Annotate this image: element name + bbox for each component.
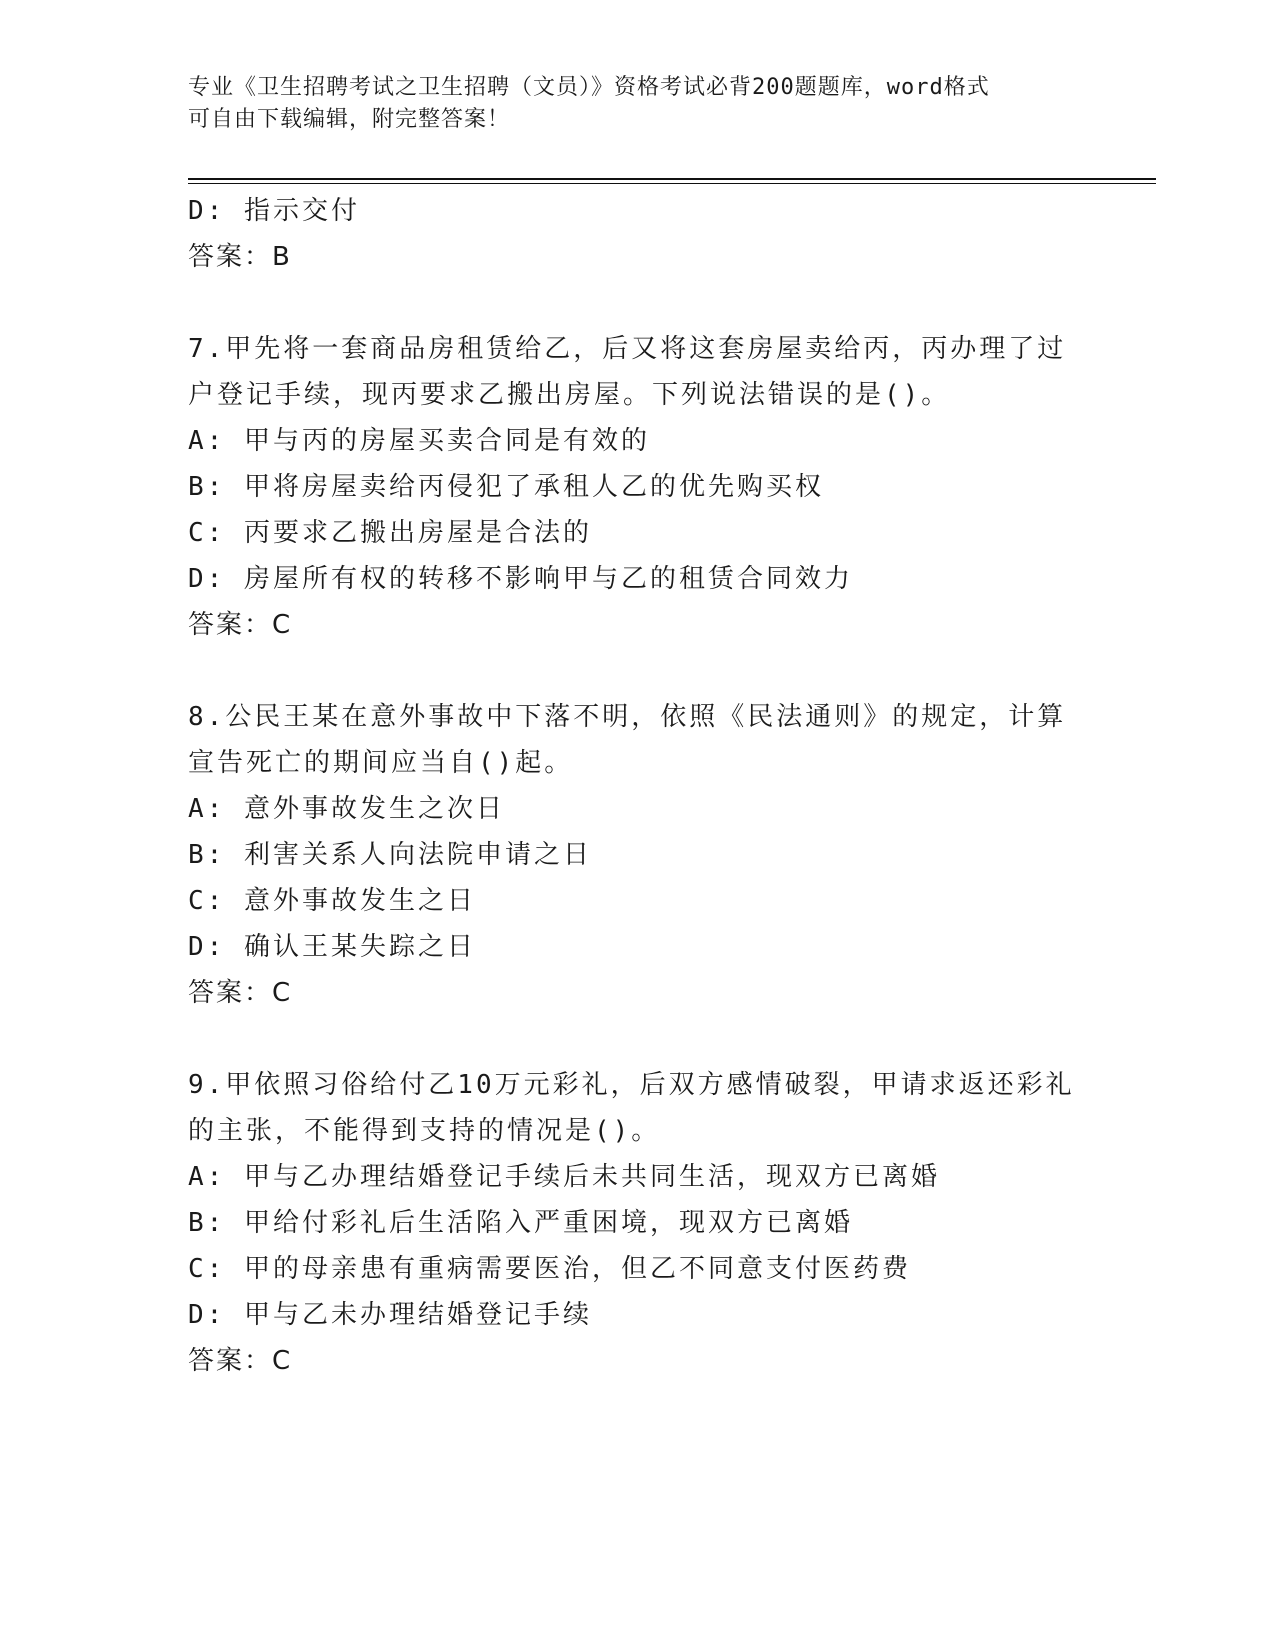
question-text-line: 户登记手续，现丙要求乙搬出房屋。下列说法错误的是()。 (188, 380, 951, 410)
question-text-line: 9.甲依照习俗给付乙10万元彩礼，后双方感情破裂，甲请求返还彩礼 (188, 1070, 1075, 1100)
question-6-tail (188, 188, 1088, 280)
question-8 (188, 694, 1088, 1016)
header-rule-thin (188, 183, 1156, 184)
option-d: D: 确认王某失踪之日 (188, 932, 476, 962)
answer-line: 答案：C (188, 610, 293, 640)
option-b: B: 甲给付彩礼后生活陷入严重困境，现双方已离婚 (188, 1208, 853, 1238)
option-d: D: 房屋所有权的转移不影响甲与乙的租赁合同效力 (188, 564, 853, 594)
answer-line: 答案：C (188, 1346, 293, 1376)
question-text-line: 的主张，不能得到支持的情况是()。 (188, 1116, 661, 1146)
option-b: B: 利害关系人向法院申请之日 (188, 840, 592, 870)
header-title-line-2: 可自由下载编辑，附完整答案！ (188, 107, 511, 132)
header-rule-thick (188, 178, 1156, 180)
document-header (188, 72, 1068, 136)
option-c: C: 丙要求乙搬出房屋是合法的 (188, 518, 592, 548)
answer-line: 答案：B (188, 242, 292, 272)
option-b: B: 甲将房屋卖给丙侵犯了承租人乙的优先购买权 (188, 472, 824, 502)
question-list (188, 188, 1088, 1430)
option-d: D: 甲与乙未办理结婚登记手续 (188, 1300, 592, 1330)
question-9 (188, 1062, 1088, 1384)
option-a: A: 甲与丙的房屋买卖合同是有效的 (188, 426, 650, 456)
option-a: A: 意外事故发生之次日 (188, 794, 505, 824)
question-text-line: 7.甲先将一套商品房租赁给乙，后又将这套房屋卖给丙，丙办理了过 (188, 334, 1067, 364)
question-text-line: 宣告死亡的期间应当自()起。 (188, 748, 574, 778)
option-c: C: 意外事故发生之日 (188, 886, 476, 916)
question-7 (188, 326, 1088, 648)
question-text-line: 8.公民王某在意外事故中下落不明，依照《民法通则》的规定，计算 (188, 702, 1067, 732)
answer-line: 答案：C (188, 978, 293, 1008)
header-title-line-1: 专业《卫生招聘考试之卫生招聘（文员）》资格考试必背200题题库，word格式 (188, 75, 990, 100)
option-a: A: 甲与乙办理结婚登记手续后未共同生活，现双方已离婚 (188, 1162, 940, 1192)
option-c: C: 甲的母亲患有重病需要医治，但乙不同意支付医药费 (188, 1254, 911, 1284)
option-d: D: 指示交付 (188, 196, 360, 226)
